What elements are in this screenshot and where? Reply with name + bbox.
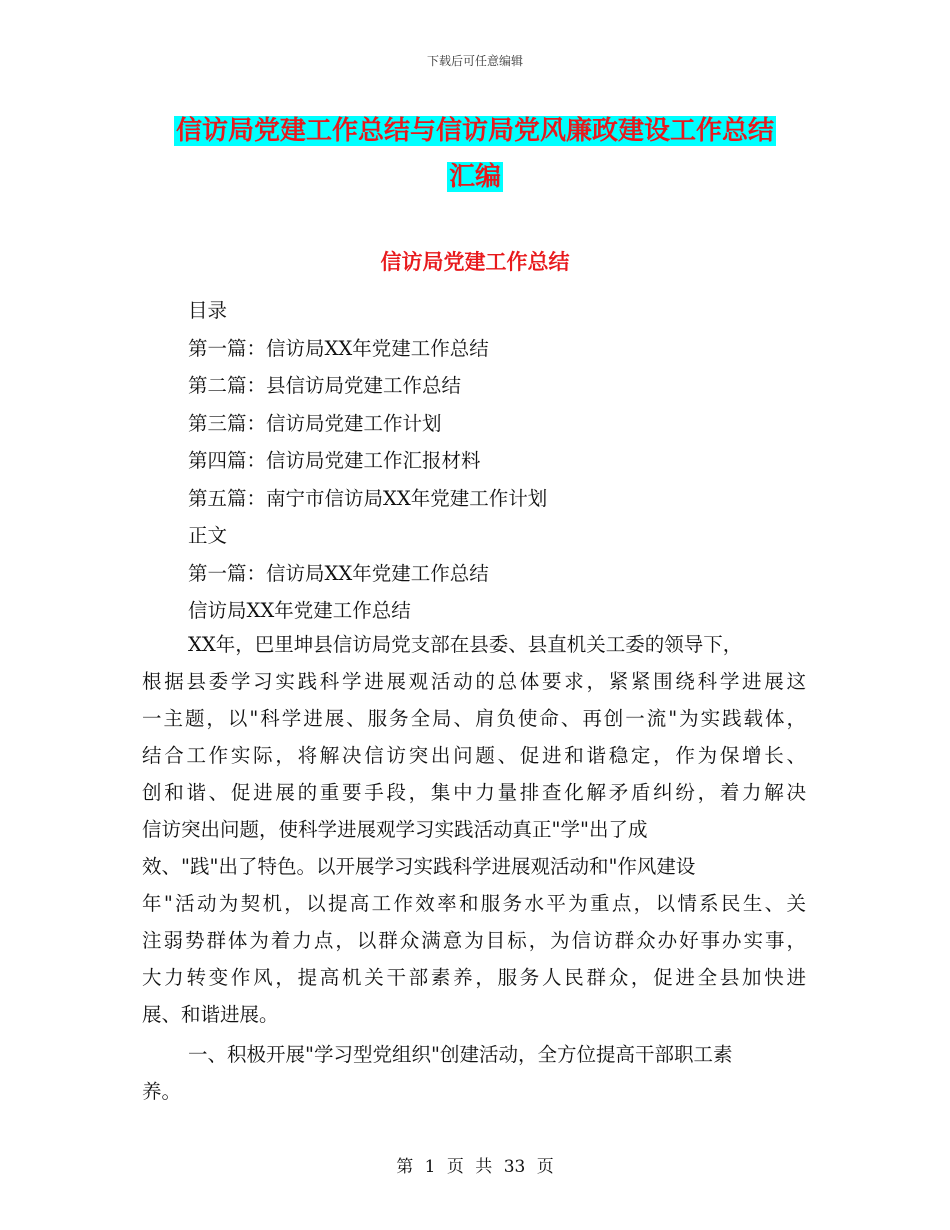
toc-item: 第四篇：信访局党建工作汇报材料	[188, 449, 481, 472]
page-footer: 第 1 页 共 33 页	[396, 1157, 554, 1177]
body-line: 年"活动为契机，以提高工作效率和服务水平为重点，以情系民生、关	[142, 892, 806, 915]
toc-item: 第一篇：信访局XX年党建工作总结	[188, 561, 489, 585]
body-line: 大力转变作风，提高机关干部素养，服务人民群众，促进全县加快进	[142, 966, 806, 989]
toc-item: 第三篇：信访局党建工作计划	[188, 411, 442, 435]
body-line: 展、和谐进展。	[142, 1003, 279, 1026]
header-note: 下载后可任意编辑	[426, 54, 523, 68]
body-line: XX年，巴里坤县信访局党支部在县委、县直机关工委的领导下，	[188, 633, 743, 656]
body-line: 创和谐、促进展的重要手段，集中力量排查化解矛盾纠纷，着力解决	[142, 781, 806, 804]
body-line: 注弱势群体为着力点，以群众满意为目标，为信访群众办好事办实事，	[142, 929, 806, 952]
body-line: 信访突出问题，使科学进展观学习实践活动真正"学"出了成	[142, 818, 648, 841]
title-line-2: 汇编	[448, 162, 501, 192]
body-line: 一、积极开展"学习型党组织"创建活动，全方位提高干部职工素	[188, 1043, 733, 1066]
body-line: 养。	[142, 1080, 182, 1103]
body-line: 根据县委学习实践科学进展观活动的总体要求，紧紧围绕科学进展这	[142, 670, 806, 693]
toc-item: 第五篇：南宁市信访局XX年党建工作计划	[188, 486, 548, 510]
section-title: 信访局党建工作总结	[380, 250, 570, 274]
toc-item: 正文	[188, 524, 228, 547]
table-of-contents	[188, 292, 547, 630]
body-line: 结合工作实际，将解决信访突出问题、促进和谐稳定，作为保增长、	[142, 744, 806, 767]
body-line: 效、"践"出了特色。以开展学习实践科学进展观活动和"作风建设	[142, 855, 696, 878]
toc-item: 信访局XX年党建工作总结	[188, 599, 411, 622]
document-title	[140, 108, 810, 200]
toc-item: 第二篇：县信访局党建工作总结	[188, 374, 462, 397]
title-line-1: 信访局党建工作总结与信访局党风廉政建设工作总结	[175, 116, 774, 146]
toc-item: 第一篇：信访局XX年党建工作总结	[188, 336, 489, 360]
toc-item: 目录	[188, 299, 228, 322]
body-text	[142, 626, 806, 1110]
body-line: 一主题，以"科学进展、服务全局、肩负使命、再创一流"为实践载体，	[142, 707, 806, 730]
